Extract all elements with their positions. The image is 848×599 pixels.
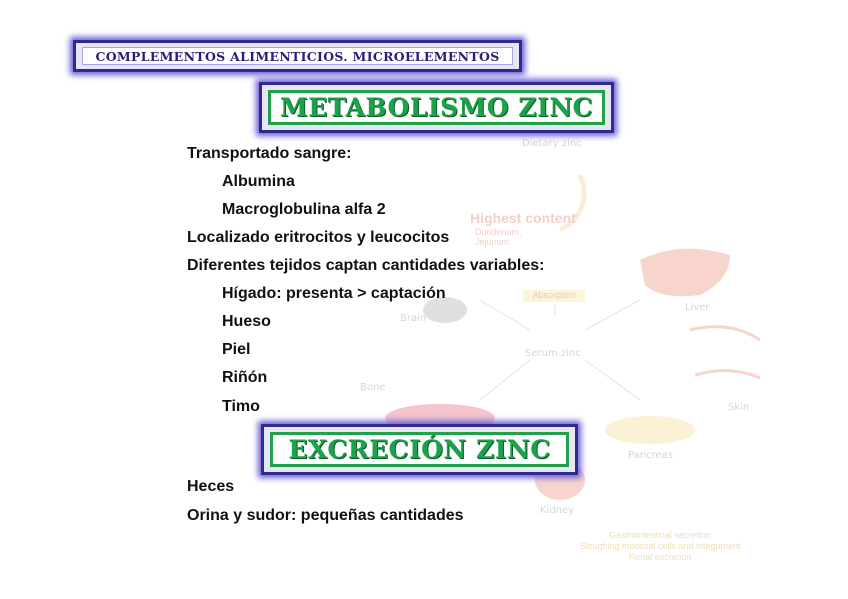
metabolism-line-hueso: Hueso bbox=[222, 313, 271, 330]
bg-label-bottom-3: Renal excretion bbox=[628, 552, 692, 562]
bg-label-bone: Bone bbox=[360, 382, 386, 393]
bg-label-bottom-1: Gastrointestinal secretion bbox=[609, 530, 711, 540]
bg-label-dietary: Dietary zinc bbox=[522, 138, 582, 149]
bg-label-pancreas: Pancreas bbox=[628, 450, 673, 461]
bg-label-highest: Highest content bbox=[470, 210, 576, 226]
excretion-line-heces: Heces bbox=[187, 478, 235, 495]
excretion-line-orina: Orina y sudor: pequeñas cantidades bbox=[187, 507, 464, 524]
excretion-title-box bbox=[261, 424, 578, 475]
metabolism-line-transport: Transportado sangre: bbox=[187, 145, 352, 162]
metabolism-line-macroglobulina: Macroglobulina alfa 2 bbox=[222, 201, 386, 218]
bg-label-center: Serum zinc bbox=[525, 348, 581, 359]
bg-label-brain: Brain bbox=[400, 313, 427, 324]
bg-label-liver: Liver bbox=[685, 302, 710, 313]
metabolism-title-box bbox=[259, 82, 614, 133]
bg-label-highest-sub-1: Duodenum, bbox=[475, 227, 522, 237]
metabolism-line-tejidos: Diferentes tejidos captan cantidades variables: bbox=[187, 257, 545, 274]
excretion-title: EXCRECIÓN ZINC bbox=[270, 432, 569, 467]
header-banner-text: COMPLEMENTOS ALIMENTICIOS. MICROELEMENTOS bbox=[82, 47, 513, 65]
bg-label-highest-sub-2: Jejunum bbox=[475, 237, 510, 247]
bg-label-bottom bbox=[540, 530, 780, 563]
bg-label-absorption: Absorption bbox=[523, 290, 585, 302]
metabolism-title: METABOLISMO ZINC bbox=[268, 90, 605, 125]
header-banner bbox=[73, 40, 522, 72]
bg-label-skin: Skin bbox=[728, 402, 750, 413]
metabolism-line-higado: Hígado: presenta > captación bbox=[222, 285, 446, 302]
bg-label-bottom-2: Sloughing mucosal cells and integument bbox=[579, 541, 741, 551]
bg-label-kidney: Kidney bbox=[540, 505, 575, 516]
metabolism-line-localizado: Localizado eritrocitos y leucocitos bbox=[187, 229, 450, 246]
metabolism-line-piel: Piel bbox=[222, 341, 251, 358]
metabolism-line-timo: Timo bbox=[222, 398, 260, 415]
metabolism-line-rinon: Riñón bbox=[222, 369, 268, 386]
metabolism-line-albumina: Albumina bbox=[222, 173, 295, 190]
